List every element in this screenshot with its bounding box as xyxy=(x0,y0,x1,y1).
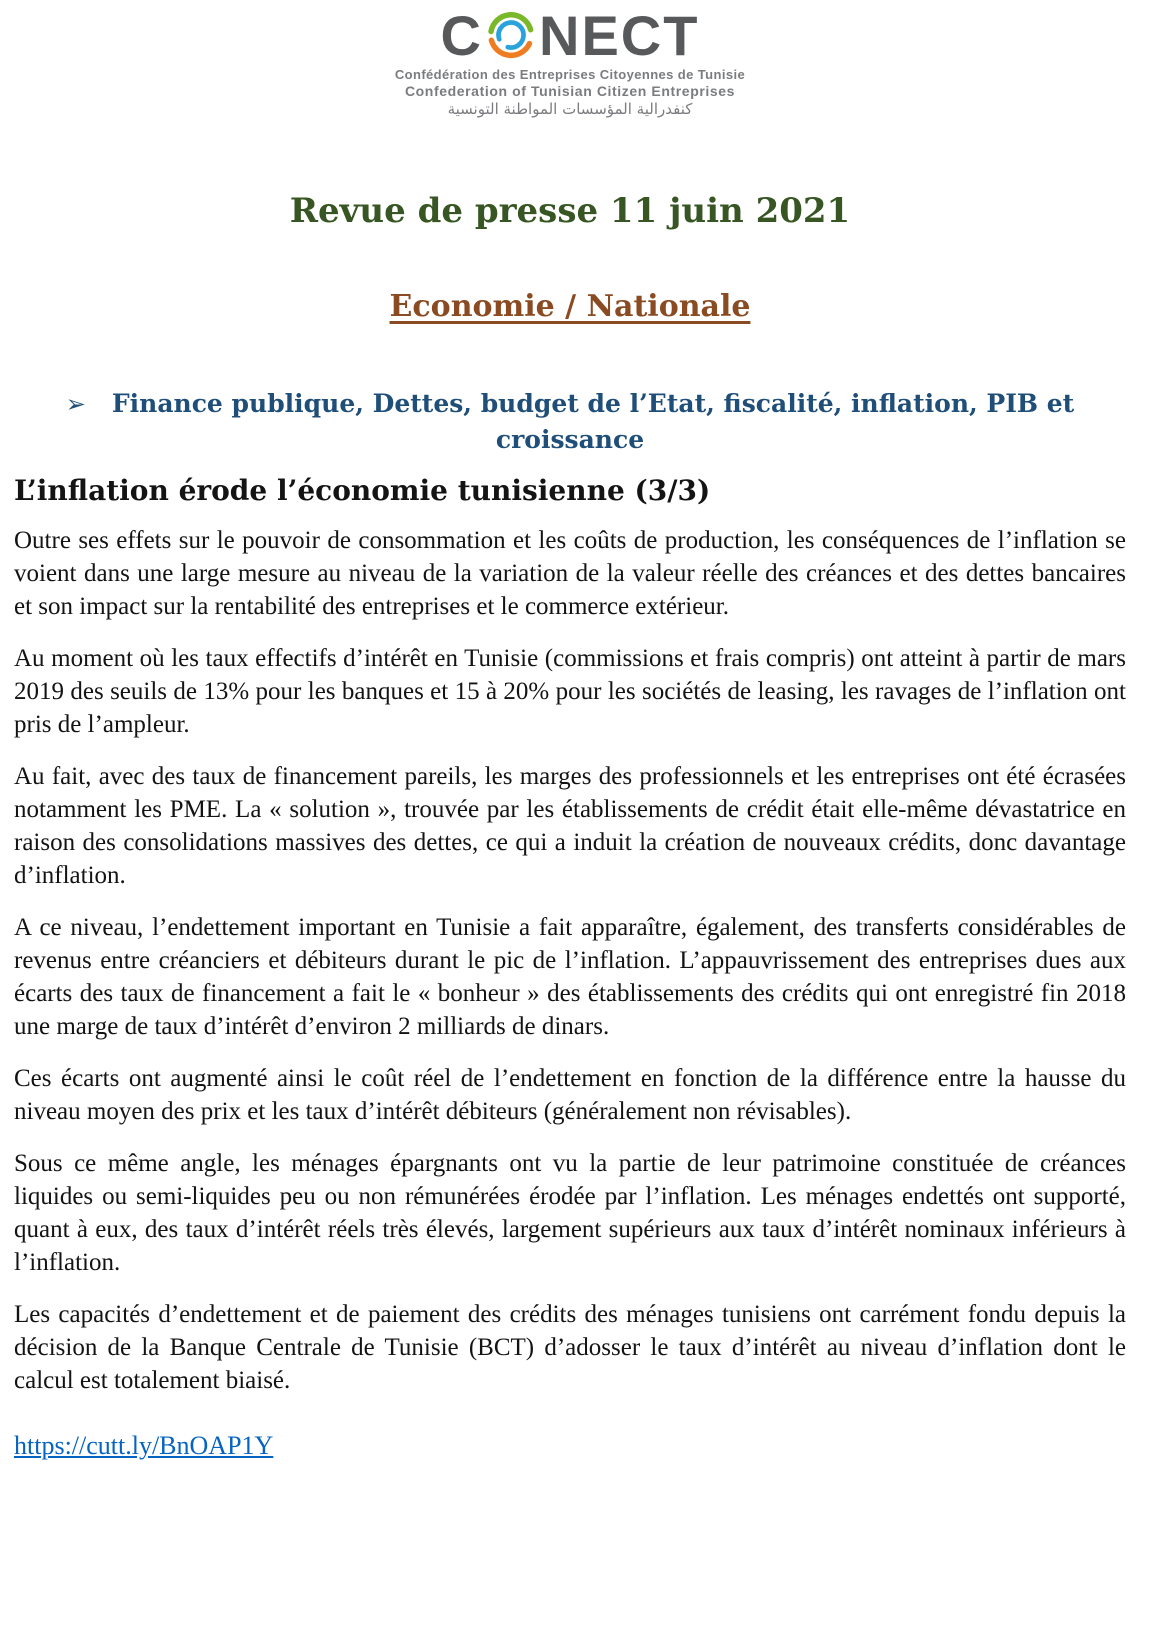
article-title: L’inflation érode l’économie tunisienne (3/3) xyxy=(14,474,711,507)
paragraph: Les capacités d’endettement et de paiement des crédits des ménages tunisiens ont carrément fondu depuis la décision de la Banque Centrale de Tunisie (BCT) d’adosser le taux d’intérêt au niveau d’inflation dont le calcul est totalement biaisé. xyxy=(14,1301,1126,1394)
arrow-bullet-icon: ➢ xyxy=(65,390,86,418)
paragraph: Au moment où les taux effectifs d’intérêt en Tunisie (commissions et frais compris) ont atteint à partir de mars 2019 des seuils de 13% pour les banques et 15 à 20% pour les sociétés de leasing, les ravages de l’inflation ont pris de l’ampleur. xyxy=(14,645,1126,738)
logo-caption-arabic: كنفدرالية المؤسسات المواطنة التونسية xyxy=(447,100,693,118)
topic-heading-line1 xyxy=(14,386,1126,422)
paragraph: A ce niveau, l’endettement important en Tunisie a fait apparaître, également, des transferts considérables de revenus entre créanciers et débiteurs durant le pic de l’inflation. L’appauvrissement des entreprises dues aux écarts des taux de financement a fait le « bonheur » des établissements des crédits qui ont enregistré fin 2018 une marge de taux d’intérêt d’environ 2 milliards de dinars. xyxy=(14,914,1126,1040)
paragraph: Ces écarts ont augmenté ainsi le coût réel de l’endettement en fonction de la différence entre la hausse du niveau moyen des prix et les taux d’intérêt débiteurs (généralement non révisables). xyxy=(14,1065,1126,1125)
article-link[interactable]: https://cutt.ly/BnOAP1Y xyxy=(14,1431,274,1460)
conect-logo xyxy=(14,4,1126,118)
logo-letters-nect: NECT xyxy=(539,4,700,67)
paragraph: Sous ce même angle, les ménages épargnants ont vu la partie de leur patrimoine constituée de créances liquides ou semi-liquides peu ou non rémunérées érodée par l’inflation. Les ménages endettés ont supporté, quant à eux, des taux d’intérêt réels très élevés, largement supérieurs aux taux d’intérêt nominaux inférieurs à l’inflation. xyxy=(14,1150,1126,1276)
logo-caption-french: Confédération des Entreprises Citoyennes de Tunisie xyxy=(394,67,746,82)
topic-heading-line2: croissance xyxy=(495,425,645,454)
logo-caption-english: Confederation of Tunisian Citizen Entreprises xyxy=(404,83,736,99)
topic-heading-text: Finance publique, Dettes, budget de l’Etat, fiscalité, inflation, PIB et xyxy=(111,389,1075,418)
topic-heading xyxy=(14,386,1126,457)
paragraph: Au fait, avec des taux de financement pareils, les marges des professionnels et les entreprises ont été écrasées notamment les PME. La « solution », trouvée par les établissements de crédit était elle-même dévastatrice en raison des consolidations massives des dettes, ce qui a induit la création de nouveaux crédits, donc davantage d’inflation. xyxy=(14,763,1126,889)
conect-swirl-o-icon xyxy=(486,10,536,60)
logo-letter-c: C xyxy=(440,4,483,67)
section-title-text: Economie / Nationale xyxy=(389,289,751,324)
section-title xyxy=(14,288,1126,326)
paragraph: Outre ses effets sur le pouvoir de consommation et les coûts de production, les conséquences de l’inflation se voient dans une large mesure au niveau de la variation de la valeur réelle des créances et des dettes bancaires et son impact sur la rentabilité des entreprises et le commerce extérieur. xyxy=(14,527,1126,620)
paragraph-list xyxy=(14,524,1126,1397)
page-title: Revue de presse 11 juin 2021 xyxy=(289,191,851,231)
conect-logo-wordmark xyxy=(14,4,1126,67)
